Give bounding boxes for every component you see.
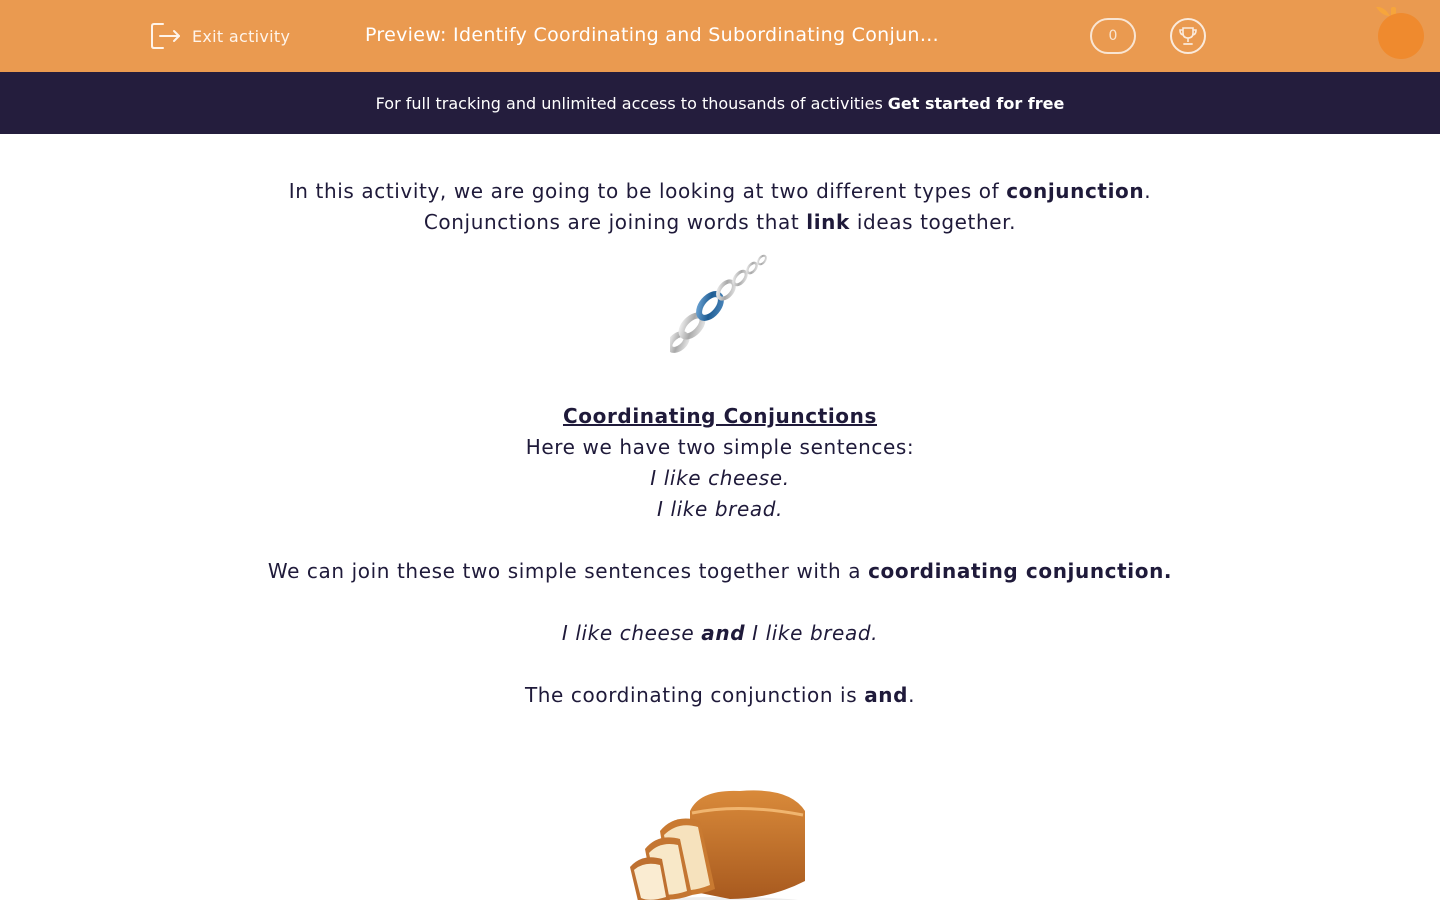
joined-example-end: I like bread. [752, 621, 879, 645]
intro2-end: ideas together. [856, 210, 1017, 234]
conjunction-keyword: conjunction [1006, 179, 1145, 203]
banner-text: For full tracking and unlimited access to thousands of activities [375, 93, 883, 113]
and-keyword: and [701, 621, 746, 645]
exit-activity-label: Exit activity [192, 26, 291, 46]
top-bar [0, 0, 1440, 72]
section-heading: Coordinating Conjunctions [562, 404, 877, 428]
join-line [0, 556, 1440, 587]
joined-example-start: I like cheese [561, 621, 695, 645]
coordinating-conjunction-keyword: coordinating conjunction. [868, 559, 1173, 583]
chain-image-wrap [0, 238, 1440, 370]
exit-activity-button[interactable] [150, 22, 290, 50]
score-counter: 0 [1090, 18, 1136, 54]
join-text: We can join these two simple sentences together with a [267, 559, 862, 583]
bread-image [620, 781, 820, 900]
example-sentence-2: I like bread. [657, 497, 783, 521]
intro-text: In this activity, we are going to be looking at two different types of [288, 179, 1000, 203]
simple-sentences-intro: Here we have two simple sentences: [525, 435, 915, 459]
conjunction-statement-text: The coordinating conjunction is [524, 683, 858, 707]
conjunction-statement [0, 680, 1440, 711]
chain-image [670, 254, 770, 354]
activity-title: Preview: Identify Coordinating and Subordinating Conjun… [365, 24, 940, 46]
intro2-text: Conjunctions are joining words that [423, 210, 800, 234]
trophy-icon [1177, 25, 1199, 47]
upgrade-banner [0, 72, 1440, 134]
trophy-button[interactable] [1170, 18, 1206, 54]
conjunction-statement-punct: . [908, 683, 916, 707]
activity-content [0, 176, 1440, 900]
intro-line-2 [0, 207, 1440, 238]
link-keyword: link [806, 210, 850, 234]
exit-icon [150, 22, 182, 50]
bread-image-wrap [0, 711, 1440, 900]
intro-punct: . [1144, 179, 1152, 203]
get-started-link[interactable]: Get started for free [887, 93, 1065, 113]
intro-line-1 [0, 176, 1440, 207]
joined-example [0, 618, 1440, 649]
and-keyword-2: and [864, 683, 909, 707]
orange-logo-icon [1372, 4, 1432, 64]
example-sentence-1: I like cheese. [650, 466, 790, 490]
